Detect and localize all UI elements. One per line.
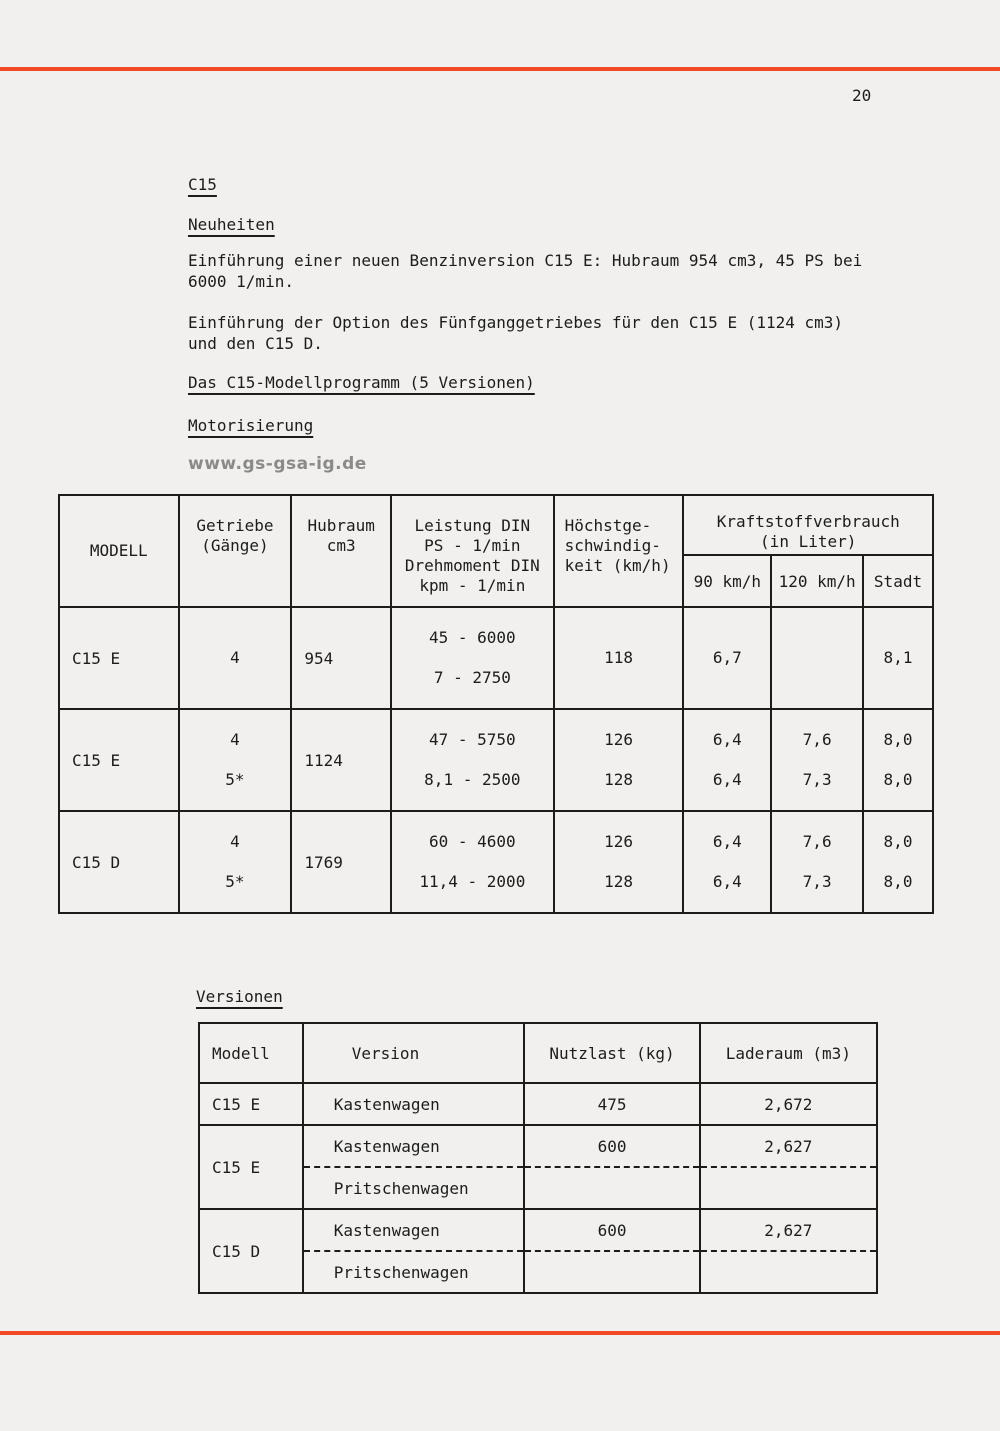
- header-hoechstgeschwindigkeit: Höchstge- schwindig- keit (km/h): [554, 495, 684, 607]
- page-number: 20: [852, 86, 872, 105]
- cell-leistung-value: 7 - 2750: [433, 668, 511, 687]
- cell-hoechst-value: 128: [604, 872, 633, 891]
- cell-getriebe-stack: [180, 710, 291, 810]
- cell-leistung-stack: [392, 608, 553, 708]
- cell-modell: C15 D: [59, 811, 179, 913]
- motor-row: [59, 811, 933, 913]
- cell-version: Kastenwagen: [303, 1209, 525, 1251]
- cell-hoechst: [554, 607, 684, 709]
- header-modell-v: Modell: [199, 1023, 303, 1083]
- cell-nutzlast: [524, 1167, 699, 1209]
- cell-v-modell: C15 E: [199, 1125, 303, 1209]
- cell-version: Pritschenwagen: [303, 1251, 525, 1293]
- cell-modell: C15 E: [59, 709, 179, 811]
- cell-hubraum: 954: [291, 607, 391, 709]
- cell-leistung-value: 8,1 - 2500: [424, 770, 521, 789]
- section-motorisierung: Motorisierung: [188, 416, 314, 435]
- cell-stadt: [863, 709, 933, 811]
- cell-getriebe: [179, 709, 292, 811]
- bottom-rule: [0, 1331, 1000, 1335]
- paragraph-benzinversion: Einführung einer neuen Benzinversion C15 E: Hubraum 954 cm3, 45 PS bei 6000 1/min.: [188, 251, 863, 291]
- cell-v-modell: C15 E: [199, 1083, 303, 1125]
- cell-nutzlast: 600: [524, 1125, 699, 1167]
- cell-getriebe-stack: [180, 608, 291, 708]
- watermark-url: www.gs-gsa-ig.de: [188, 454, 367, 474]
- cell-stadt-stack: [864, 608, 932, 708]
- cell-leistung: [391, 607, 554, 709]
- cell-120kmh-value: 7,3: [802, 872, 832, 891]
- cell-version: Kastenwagen: [303, 1083, 525, 1125]
- version-row: [199, 1125, 877, 1167]
- cell-laderaum: [700, 1251, 877, 1293]
- header-120kmh: 120 km/h: [771, 555, 863, 607]
- cell-hoechst-value: 126: [604, 832, 633, 851]
- cell-leistung-value: 45 - 6000: [428, 628, 516, 647]
- paragraph-fuenfgang: Einführung der Option des Fünfganggetriebes für den C15 E (1124 cm3) und den C15 D.: [188, 313, 844, 353]
- header-90kmh: 90 km/h: [683, 555, 771, 607]
- header-modell: MODELL: [59, 495, 179, 607]
- header-getriebe: Getriebe (Gänge): [179, 495, 292, 607]
- cell-120kmh-value: 7,3: [802, 770, 832, 789]
- cell-120kmh-value: [772, 638, 862, 678]
- cell-90kmh-value: 6,4: [712, 730, 742, 749]
- cell-hoechst: [554, 709, 684, 811]
- heading-c15: C15: [188, 175, 217, 194]
- cell-stadt: [863, 811, 933, 913]
- cell-laderaum: [700, 1167, 877, 1209]
- section-versionen: Versionen: [196, 987, 283, 1006]
- cell-hoechst-value: 128: [604, 770, 633, 789]
- cell-getriebe-value: 4: [230, 648, 240, 667]
- cell-nutzlast: 600: [524, 1209, 699, 1251]
- cell-leistung-stack: [392, 812, 553, 912]
- cell-120kmh-value: 7,6: [802, 832, 832, 851]
- cell-hubraum: 1769: [291, 811, 391, 913]
- cell-90kmh-value: 6,7: [712, 648, 742, 667]
- version-row: [199, 1083, 877, 1125]
- cell-leistung-stack: [392, 710, 553, 810]
- cell-90kmh: [683, 709, 771, 811]
- cell-getriebe-value: 4: [230, 730, 240, 749]
- cell-120kmh-value: 7,6: [802, 730, 832, 749]
- versionen-table: [198, 1022, 878, 1294]
- cell-nutzlast: 475: [524, 1083, 699, 1125]
- header-nutzlast: Nutzlast (kg): [524, 1023, 699, 1083]
- cell-getriebe-stack: [180, 812, 291, 912]
- cell-90kmh-value: 6,4: [712, 770, 742, 789]
- cell-version: Pritschenwagen: [303, 1167, 525, 1209]
- header-version: Version: [303, 1023, 525, 1083]
- cell-getriebe-value: 4: [230, 832, 240, 851]
- cell-stadt-value: 8,0: [883, 770, 913, 789]
- cell-90kmh: [683, 607, 771, 709]
- cell-laderaum: 2,627: [700, 1125, 877, 1167]
- motor-row: [59, 607, 933, 709]
- header-laderaum: Laderaum (m3): [700, 1023, 877, 1083]
- cell-120kmh: [771, 709, 863, 811]
- section-neuheiten: Neuheiten: [188, 215, 275, 234]
- cell-stadt-stack: [864, 710, 932, 810]
- cell-getriebe: [179, 811, 292, 913]
- header-stadt: Stadt: [863, 555, 933, 607]
- cell-hoechst-stack: [555, 812, 683, 912]
- cell-stadt-value: 8,0: [883, 730, 913, 749]
- cell-stadt-value: 8,0: [883, 872, 913, 891]
- motor-row: [59, 709, 933, 811]
- cell-leistung-value: 47 - 5750: [428, 730, 516, 749]
- header-hubraum: Hubraum cm3: [291, 495, 391, 607]
- cell-laderaum: 2,672: [700, 1083, 877, 1125]
- header-leistung: Leistung DIN PS - 1/min Drehmoment DIN kpm - 1/min: [391, 495, 554, 607]
- cell-hoechst-value: 118: [604, 648, 633, 667]
- cell-getriebe-value: 5*: [225, 770, 245, 789]
- cell-hoechst-stack: [555, 608, 683, 708]
- motorisierung-table: [58, 494, 934, 914]
- cell-version: Kastenwagen: [303, 1125, 525, 1167]
- cell-leistung-value: 11,4 - 2000: [419, 872, 526, 891]
- cell-120kmh-stack: [772, 608, 862, 708]
- cell-120kmh: [771, 811, 863, 913]
- cell-90kmh-stack: [684, 608, 770, 708]
- cell-stadt-value: 8,0: [883, 832, 913, 851]
- cell-nutzlast: [524, 1251, 699, 1293]
- top-rule: [0, 67, 1000, 71]
- cell-90kmh-value: 6,4: [712, 832, 742, 851]
- cell-stadt-value: 8,1: [883, 648, 913, 667]
- cell-stadt-stack: [864, 812, 932, 912]
- cell-90kmh-stack: [684, 710, 770, 810]
- cell-hoechst-stack: [555, 710, 683, 810]
- cell-getriebe-value: 5*: [225, 872, 245, 891]
- cell-120kmh: [771, 607, 863, 709]
- cell-v-modell: C15 D: [199, 1209, 303, 1293]
- header-kraftstoffverbrauch: Kraftstoffverbrauch (in Liter): [683, 495, 933, 555]
- cell-hubraum: 1124: [291, 709, 391, 811]
- cell-hoechst: [554, 811, 684, 913]
- cell-stadt: [863, 607, 933, 709]
- cell-hoechst-value: 126: [604, 730, 633, 749]
- cell-90kmh-stack: [684, 812, 770, 912]
- cell-getriebe: [179, 607, 292, 709]
- section-modellprogramm: Das C15-Modellprogramm (5 Versionen): [188, 373, 535, 392]
- cell-modell: C15 E: [59, 607, 179, 709]
- version-row: [199, 1209, 877, 1251]
- cell-leistung: [391, 709, 554, 811]
- cell-leistung-value: 60 - 4600: [428, 832, 516, 851]
- cell-120kmh-stack: [772, 812, 862, 912]
- cell-120kmh-stack: [772, 710, 862, 810]
- cell-90kmh: [683, 811, 771, 913]
- cell-leistung: [391, 811, 554, 913]
- cell-90kmh-value: 6,4: [712, 872, 742, 891]
- cell-laderaum: 2,627: [700, 1209, 877, 1251]
